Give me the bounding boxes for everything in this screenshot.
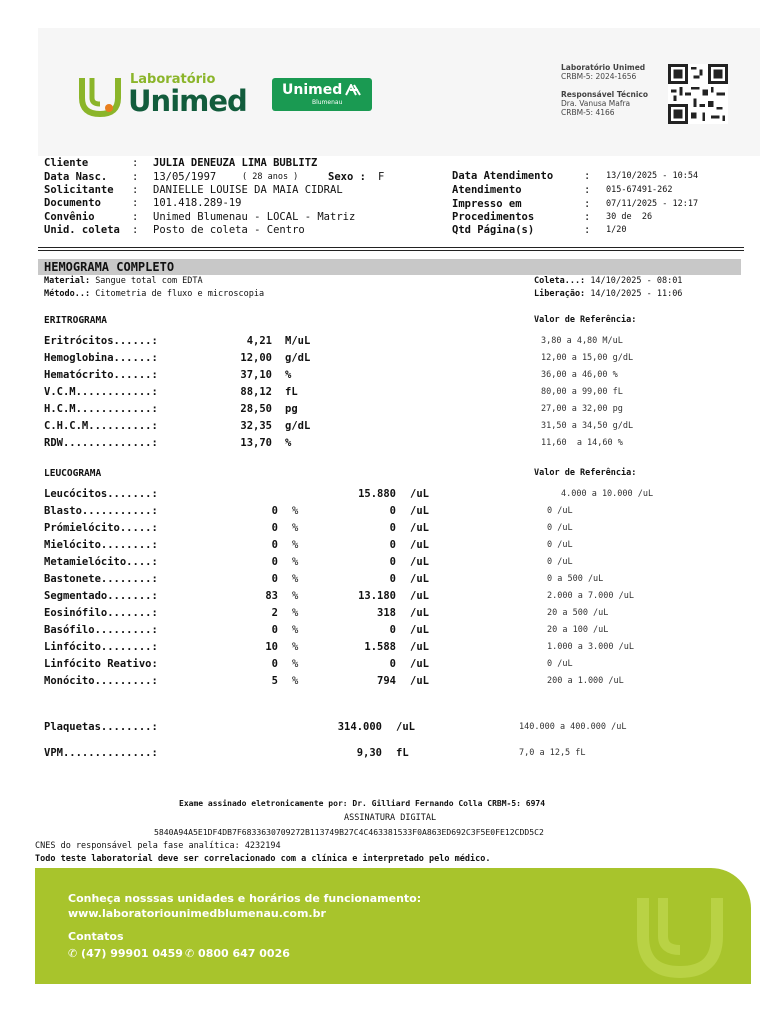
whatsapp-number: (47) 99901 0459 [81, 947, 183, 960]
metodo-label: Método..: [44, 289, 91, 299]
leuco-row-ref: 0 /uL [547, 659, 573, 669]
convenio-label: Convênio [44, 211, 95, 223]
documento-value: 101.418.289-19 [153, 197, 242, 209]
atend-label: Atendimento [452, 184, 522, 196]
banner-units-text: Conheça nosssas unidades e horários de funcionamento: [68, 892, 422, 905]
leuco-row-pct: 0 [271, 624, 278, 636]
eritro-row-label: C.H.C.M..........: [44, 420, 158, 432]
unimed-tree-icon [344, 84, 362, 96]
solicitante-label: Solicitante [44, 184, 114, 196]
leuco-row-pct-unit: % [292, 556, 299, 568]
leuco-row-pct-unit: % [292, 573, 299, 585]
lab-info [561, 63, 661, 117]
leuco-row-ref: 0 /uL [547, 506, 573, 516]
leucograma-title: LEUCOGRAMA [44, 468, 102, 479]
plaquetas-value: 314.000 [337, 721, 382, 733]
leuco-row-label: Mielócito........: [44, 539, 158, 551]
leuco-row-label: Blasto...........: [44, 505, 158, 517]
ref-header-leuco: Valor de Referência: [534, 468, 637, 478]
banner-contacts-label: Contatos [68, 930, 124, 943]
divider [38, 250, 744, 251]
leuco-row-pct-unit: % [292, 590, 299, 602]
leuco-row-label: Linfócito........: [44, 641, 158, 653]
unid-label: Unid. coleta [44, 224, 120, 236]
leuco-row-label: Segmentado.......: [44, 590, 158, 602]
leuco-row-ref: 20 a 100 /uL [547, 625, 609, 635]
ref-header-eritro: Valor de Referência: [534, 315, 637, 325]
eritro-row-value: 28,50 [240, 403, 272, 415]
leuco-row-label: Prómielócito.....: [44, 522, 158, 534]
cliente-name: JULIA DENEUZA LIMA BUBLITZ [153, 157, 318, 169]
colon: : [132, 211, 139, 223]
leuco-row-label: Monócito.........: [44, 675, 158, 687]
eritro-row-unit: g/dL [285, 420, 311, 432]
coleta-label: Coleta...: [534, 276, 586, 286]
vpm-ref: 7,0 a 12,5 fL [519, 748, 586, 758]
leuco-row-pct-unit: % [292, 641, 299, 653]
banner-website-link[interactable]: www.laboratoriounimedblumenau.com.br [68, 907, 326, 920]
leuco-row-abs-unit: /uL [410, 624, 429, 636]
sexo-label: Sexo : [328, 171, 366, 183]
leuco-row-abs-unit: /uL [410, 573, 429, 585]
plaquetas-ref: 140.000 a 400.000 /uL [519, 722, 627, 732]
eritro-row-label: Hemoglobina......: [44, 352, 158, 364]
laboratorio-unimed-logo [78, 72, 248, 120]
leuco-row-pct: 0 [271, 556, 278, 568]
vpm-value: 9,30 [356, 747, 382, 759]
data-atend-label: Data Atendimento [452, 170, 554, 182]
signature-title: ASSINATURA DIGITAL [344, 813, 437, 823]
leuco-row-pct-unit: % [292, 607, 299, 619]
plaquetas-unit: /uL [396, 721, 415, 733]
leuco-row-pct: 10 [265, 641, 278, 653]
colon: : [132, 157, 139, 169]
leuco-row-pct-unit: % [292, 624, 299, 636]
divider [38, 247, 744, 248]
material-label: Material: [44, 276, 91, 286]
leuco-row-abs-unit: /uL [410, 505, 429, 517]
qtd-value: 1/20 [606, 225, 627, 235]
leuco-row-abs-unit: /uL [410, 607, 429, 619]
cliente-label: Cliente [44, 157, 89, 169]
eritro-row-label: Eritrócitos......: [44, 335, 158, 347]
leuco-row-ref: 2.000 a 7.000 /uL [547, 591, 634, 601]
leuco-row-pct-unit: % [292, 539, 299, 551]
resp-tecnico-name: Dra. Vanusa Mafra [561, 99, 631, 108]
atend-value: 015-67491-262 [606, 185, 673, 195]
leuco-row-abs: 0 [389, 539, 396, 551]
leuco-row-pct-unit: % [292, 658, 299, 670]
toll-free-number: 0800 647 0026 [198, 947, 290, 960]
eritro-row-ref: 36,00 a 46,00 % [541, 370, 618, 380]
leuco-row-abs: 0 [389, 658, 396, 670]
eritro-row-value: 88,12 [240, 386, 272, 398]
phone-icon: ✆ [185, 947, 199, 960]
eritro-row-label: H.C.M............: [44, 403, 158, 415]
leuco-row-label: Eosinófilo.......: [44, 607, 158, 619]
idade-value: ( 28 anos ) [242, 172, 299, 182]
leuco-row-pct-unit: % [292, 675, 299, 687]
colon: : [584, 198, 591, 210]
colon: : [132, 184, 139, 196]
sexo-value: F [378, 171, 385, 183]
vpm-label: VPM..............: [44, 747, 158, 759]
leuco-row-pct: 83 [265, 590, 278, 602]
cliente-row [44, 157, 88, 169]
leuco-row-ref: 1.000 a 3.000 /uL [547, 642, 634, 652]
signature-hash: 5840A94A5E1DF4DB7F6833630709272B113749B27C4C463381533F0A863ED692C3F5E0FE12CDD5C2 [154, 827, 544, 837]
leuco-row-abs: 0 [389, 556, 396, 568]
leuco-row-abs-unit: /uL [410, 590, 429, 602]
eritro-row-label: RDW..............: [44, 437, 158, 449]
leuco-row-abs-unit: /uL [410, 658, 429, 670]
whatsapp-phone[interactable] [68, 947, 183, 960]
unid-value: Posto de coleta - Centro [153, 224, 305, 236]
leuco-row-abs-unit: /uL [410, 522, 429, 534]
leuco-row-abs: 13.180 [358, 590, 396, 602]
leuco-row-abs: 794 [377, 675, 396, 687]
leuco-row-abs-unit: /uL [410, 556, 429, 568]
eritro-row-value: 32,35 [240, 420, 272, 432]
cnes-text: CNES do responsável pela fase analítica: 4232194 [35, 841, 281, 851]
leuco-row-ref: 0 /uL [547, 523, 573, 533]
leuco-row-label: Basófilo.........: [44, 624, 158, 636]
eritro-row-unit: fL [285, 386, 298, 398]
plaquetas-label: Plaquetas........: [44, 721, 158, 733]
eritro-row-label: Hematócrito......: [44, 369, 158, 381]
colon: : [584, 170, 591, 182]
leuco-row-abs-unit: /uL [410, 539, 429, 551]
liberacao-label: Liberação: [534, 289, 586, 299]
badge-title: Unimed [282, 82, 343, 98]
lab-name: Laboratório Unimed [561, 63, 646, 72]
colon: : [132, 224, 139, 236]
leucocitos-unit: /uL [410, 488, 429, 500]
material-value: Sangue total com EDTA [95, 276, 203, 286]
eritro-row-unit: % [285, 369, 292, 381]
eritro-row-label: V.C.M............: [44, 386, 158, 398]
leuco-row-pct-unit: % [292, 522, 299, 534]
leuco-row-abs: 0 [389, 624, 396, 636]
convenio-value: Unimed Blumenau - LOCAL - Matriz [153, 211, 356, 223]
eritro-row-ref: 31,50 a 34,50 g/dL [541, 421, 634, 431]
eritro-row-value: 12,00 [240, 352, 272, 364]
exam-title: HEMOGRAMA COMPLETO [44, 260, 175, 274]
solicitante-value: DANIELLE LOUISE DA MAIA CIDRAL [153, 184, 343, 196]
qtd-label: Qtd Página(s) [452, 224, 535, 236]
clinical-note: Todo teste laboratorial deve ser correlacionado com a clínica e interpretado pelo médico. [35, 854, 491, 864]
colon: : [132, 197, 139, 209]
contact-banner [35, 868, 751, 984]
logo-laboratorio-text: Laboratório [130, 72, 216, 87]
data-atend-value: 13/10/2025 - 10:54 [606, 171, 699, 181]
colon: : [584, 224, 591, 236]
nasc-label: Data Nasc. [44, 171, 108, 183]
resp-tecnico-label: Responsável Técnico [561, 90, 649, 99]
metodo-row [44, 289, 264, 299]
leuco-row-abs-unit: /uL [410, 641, 429, 653]
eritro-row-ref: 27,00 a 32,00 pg [541, 404, 623, 414]
impresso-value: 07/11/2025 - 12:17 [606, 199, 699, 209]
leuco-row-pct: 0 [271, 505, 278, 517]
eritrograma-title: ERITROGRAMA [44, 315, 107, 326]
leuco-row-abs: 0 [389, 505, 396, 517]
eritro-row-ref: 80,00 a 99,00 fL [541, 387, 623, 397]
leucocitos-label: Leucócitos.......: [44, 488, 158, 500]
leuco-row-label: Bastonete........: [44, 573, 158, 585]
leuco-row-abs-unit: /uL [410, 675, 429, 687]
u-watermark-icon [635, 888, 725, 978]
signed-by: Exame assinado eletronicamente por: Dr. Gilliard Fernando Colla CRBM-5: 6974 [179, 799, 546, 808]
leuco-row-pct: 0 [271, 658, 278, 670]
colon: : [584, 211, 591, 223]
documento-label: Documento [44, 197, 101, 209]
proc-value: 30 de 26 [606, 212, 653, 222]
leuco-row-ref: 20 a 500 /uL [547, 608, 609, 618]
badge-subtitle: Blumenau [312, 99, 343, 106]
leuco-row-ref: 200 a 1.000 /uL [547, 676, 624, 686]
leuco-row-pct: 0 [271, 573, 278, 585]
eritro-row-ref: 11,60 a 14,60 % [541, 438, 623, 448]
colon: : [132, 171, 139, 183]
eritro-row-value: 4,21 [246, 335, 272, 347]
liberacao-row [534, 289, 682, 299]
coleta-row [534, 276, 682, 286]
leuco-row-pct-unit: % [292, 505, 299, 517]
leuco-row-abs: 0 [389, 573, 396, 585]
leuco-row-ref: 0 a 500 /uL [547, 574, 604, 584]
eritro-row-unit: M/uL [285, 335, 311, 347]
coleta-value: 14/10/2025 - 08:01 [590, 276, 683, 286]
leuco-row-label: Metamielócito....: [44, 556, 158, 568]
colon: : [584, 184, 591, 196]
leuco-row-ref: 0 /uL [547, 557, 573, 567]
logo-unimed-text: Unimed [128, 84, 247, 118]
leuco-row-label: Linfócito Reativo: [44, 658, 158, 670]
eritro-row-unit: g/dL [285, 352, 311, 364]
impresso-label: Impresso em [452, 198, 522, 210]
u-logo-icon [78, 74, 122, 118]
eritro-row-value: 13,70 [240, 437, 272, 449]
eritro-row-unit: pg [285, 403, 298, 415]
leuco-row-pct: 5 [271, 675, 278, 687]
eritro-row-value: 37,10 [240, 369, 272, 381]
leuco-row-abs: 0 [389, 522, 396, 534]
qr-code-icon [668, 64, 728, 124]
leuco-row-abs: 1.588 [364, 641, 396, 653]
leuco-row-pct: 0 [271, 539, 278, 551]
toll-free-phone[interactable] [185, 947, 290, 960]
leuco-row-pct: 2 [271, 607, 278, 619]
whatsapp-icon: ✆ [68, 947, 82, 960]
leuco-row-pct: 0 [271, 522, 278, 534]
nasc-value: 13/05/1997 [153, 171, 217, 183]
eritro-row-unit: % [285, 437, 292, 449]
leucocitos-value: 15.880 [358, 488, 396, 500]
material-row [44, 276, 203, 286]
lab-crbm: CRBM-5: 2024-1656 [561, 72, 637, 81]
proc-label: Procedimentos [452, 211, 535, 223]
leucocitos-ref: 4.000 a 10.000 /uL [561, 489, 654, 499]
vpm-unit: fL [396, 747, 409, 759]
metodo-value: Citometria de fluxo e microscopia [95, 289, 265, 299]
liberacao-value: 14/10/2025 - 11:06 [590, 289, 683, 299]
unimed-blumenau-badge [272, 78, 372, 111]
leuco-row-abs: 318 [377, 607, 396, 619]
eritro-row-ref: 3,80 a 4,80 M/uL [541, 336, 623, 346]
resp-tecnico-crbm: CRBM-5: 4166 [561, 108, 615, 117]
eritro-row-ref: 12,00 a 15,00 g/dL [541, 353, 634, 363]
leuco-row-ref: 0 /uL [547, 540, 573, 550]
